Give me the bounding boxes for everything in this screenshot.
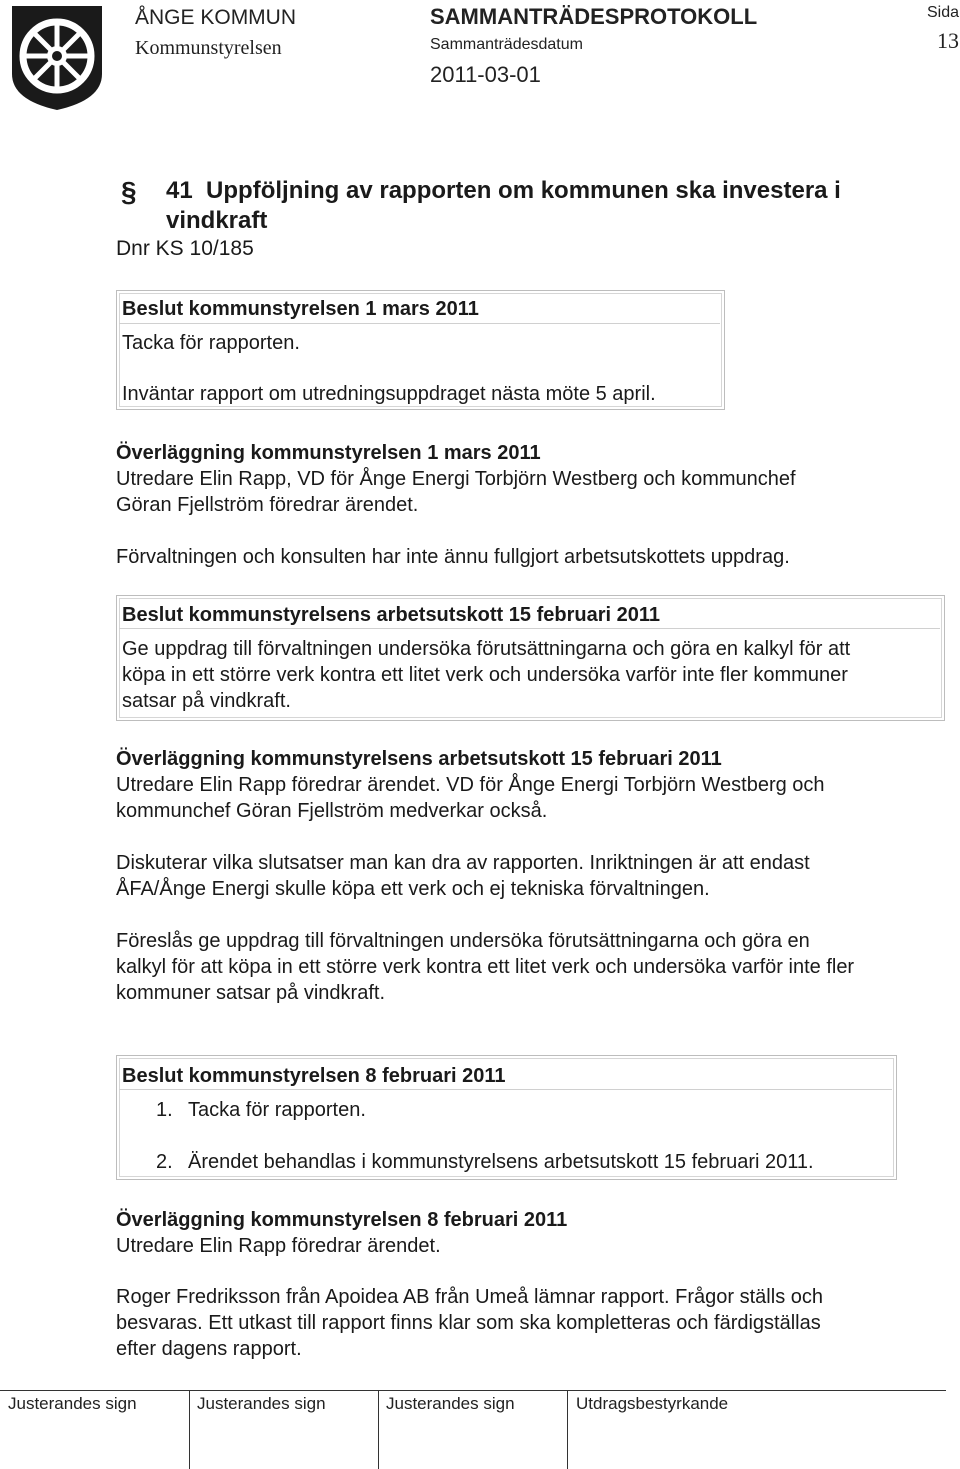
deliberation-heading: Överläggning kommunstyrelsens arbetsutskott 15 februari 2011 <box>116 748 722 770</box>
paragraph-line: Diskuterar vilka slutsatser man kan dra av rapporten. Inriktningen är att endast <box>116 852 810 874</box>
meeting-date: 2011-03-01 <box>430 62 541 87</box>
section-sign: § <box>121 176 137 207</box>
box-divider <box>119 628 940 629</box>
paragraph-line: Utredare Elin Rapp, VD för Ånge Energi Torbjörn Westberg och kommunchef <box>116 468 796 490</box>
list-item-text: Ärendet behandlas i kommunstyrelsens arbetsutskott 15 februari 2011. <box>188 1151 814 1173</box>
paragraph-line: besvaras. Ett utkast till rapport finns klar som ska kompletteras och färdigställas <box>116 1312 821 1334</box>
paragraph-line: ÅFA/Ånge Energi skulle köpa ett verk och ej tekniska förvaltningen. <box>116 878 710 900</box>
footer-divider <box>567 1390 568 1469</box>
organization-department: Kommunstyrelsen <box>135 37 282 59</box>
deliberation-heading: Överläggning kommunstyrelsen 8 februari 2011 <box>116 1209 568 1231</box>
organization-name: ÅNGE KOMMUN <box>135 6 297 29</box>
meeting-date-label: Sammanträdesdatum <box>430 36 583 53</box>
wheel-emblem-icon <box>8 4 106 112</box>
page-label: Sida <box>927 4 960 21</box>
decision-heading: Beslut kommunstyrelsens arbetsutskott 15 februari 2011 <box>122 604 660 626</box>
decision-line: Ge uppdrag till förvaltningen undersöka förutsättningarna och göra en kalkyl för att <box>122 638 851 660</box>
signature-field: Justerandes sign <box>197 1394 326 1413</box>
paragraph-line: Föreslås ge uppdrag till förvaltningen undersöka förutsättningarna och göra en <box>116 930 810 952</box>
list-item-number: 1. <box>156 1099 173 1121</box>
box-divider <box>119 1089 892 1090</box>
paragraph-line: Roger Fredriksson från Apoidea AB från Umeå lämnar rapport. Frågor ställs och <box>116 1286 823 1308</box>
footer-divider <box>378 1390 379 1469</box>
deliberation-heading: Överläggning kommunstyrelsen 1 mars 2011 <box>116 442 541 464</box>
decision-heading: Beslut kommunstyrelsen 1 mars 2011 <box>122 298 479 320</box>
case-number: Dnr KS 10/185 <box>116 237 254 260</box>
decision-line: Tacka för rapporten. <box>122 332 300 354</box>
certification-field: Utdragsbestyrkande <box>576 1394 729 1413</box>
municipality-logo <box>8 4 106 112</box>
paragraph-line: kommuner satsar på vindkraft. <box>116 982 385 1004</box>
section-title <box>166 176 926 236</box>
decision-line: Inväntar rapport om utredningsuppdraget nästa möte 5 april. <box>122 383 656 405</box>
decision-line: satsar på vindkraft. <box>122 690 291 712</box>
paragraph-line: Göran Fjellström föredrar ärendet. <box>116 494 419 516</box>
section-title-text: Uppföljning av rapporten om kommunen ska investera i vindkraft <box>166 177 841 234</box>
signature-field: Justerandes sign <box>8 1394 137 1413</box>
paragraph-line: kalkyl för att köpa in ett större verk kontra ett litet verk och undersöka varför inte fler <box>116 956 855 978</box>
list-item-number: 2. <box>156 1151 173 1173</box>
signature-field: Justerandes sign <box>386 1394 515 1413</box>
page-number: 13 <box>937 28 959 53</box>
paragraph-line: kommunchef Göran Fjellström medverkar också. <box>116 800 548 822</box>
list-item-text: Tacka för rapporten. <box>188 1099 366 1121</box>
footer-rule <box>0 1390 946 1391</box>
paragraph-line: Utredare Elin Rapp föredrar ärendet. VD för Ånge Energi Torbjörn Westberg och <box>116 774 825 796</box>
document-type: SAMMANTRÄDESPROTOKOLL <box>430 4 758 29</box>
paragraph-line: Utredare Elin Rapp föredrar ärendet. <box>116 1235 441 1257</box>
decision-heading: Beslut kommunstyrelsen 8 februari 2011 <box>122 1065 506 1087</box>
section-number: 41 <box>166 177 193 204</box>
paragraph-line: Förvaltningen och konsulten har inte ännu fullgjort arbetsutskottets uppdrag. <box>116 546 790 568</box>
box-divider <box>119 323 720 324</box>
footer-divider <box>189 1390 190 1469</box>
decision-line: köpa in ett större verk kontra ett litet verk och undersöka varför inte fler kommuner <box>122 664 848 686</box>
paragraph-line: efter dagens rapport. <box>116 1338 302 1360</box>
